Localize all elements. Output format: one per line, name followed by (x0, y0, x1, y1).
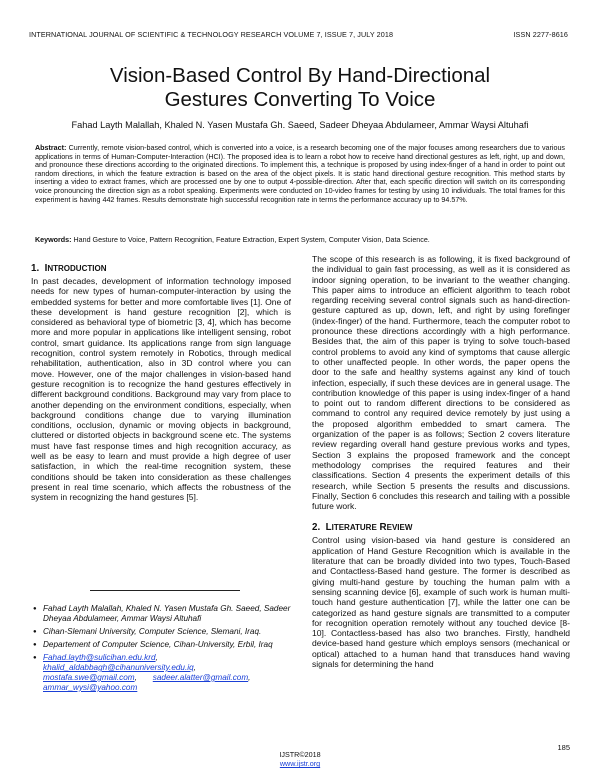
footnote-authors: ● Fahad Layth Malallah, Khaled N. Yasen Mustafa Gh. Saeed, Sadeer Dheyaa Abdulameer, Ammar Waysi Altuhafi (43, 604, 294, 624)
keywords (35, 236, 565, 245)
title-line-1: Vision-Based Control By Hand-Directional (109, 64, 491, 87)
email-link-3[interactable]: mostafa.swe@gmail.com (43, 673, 135, 682)
abstract (35, 144, 565, 204)
author-list: Fahad Layth Malallah, Khaled N. Yasen Mustafa Gh. Saeed, Sadeer Dheyaa Abdulameer, Ammar Waysi Altuhafi (71, 120, 529, 130)
email-link-4[interactable]: sadeer.alatter@gmail.com (152, 673, 249, 682)
right-column (312, 254, 570, 669)
running-header (29, 30, 568, 39)
section-heading-literature-review: 2. LITERATURE REVIEW (312, 522, 413, 534)
keywords-label: Keywords: (35, 236, 72, 244)
left-column (31, 263, 291, 503)
paper-title (0, 64, 600, 112)
email-link-2[interactable]: khalid_aldabbagh@cihanuniversity.edu.iq (43, 663, 194, 672)
abstract-label: Abstract: (35, 144, 67, 152)
email-link-5[interactable]: ammar_wysi@yahoo.com (43, 683, 138, 692)
author-footnotes (32, 604, 294, 696)
section-heading-introduction: 1. INTRODUCTION (31, 263, 107, 274)
footnote-affiliation-1: ● Cihan-Slemani University, Computer Science, Slemani, Iraq. (43, 627, 294, 637)
keywords-text: Hand Gesture to Voice, Pattern Recognition, Feature Extraction, Expert System, Computer Vision, Data Science. (71, 236, 430, 244)
scope-paragraph: The scope of this research is as following, it is fixed background of the individual to gain fast processing, as well as it is considered as indoor signing operation, to be invariant to the weather changing. This paper aims to introduce an efficient algorithm to teach robot regarding receiving several control signals such as hand-direction-gesture captured as up, down, left, and right by using forefinger (index-finger) of the hand. Furthermore, teach the computer robot to pronounce these directions accordingly with a high performance. Besides that, the aim of this paper is trying to solve touch-based control problems to avoid any kind of symptoms that cause allergic to other unaffected people. In other words, the paper opens the door to the safe and healthy systems against any kind of touch infection, especially, if such these devices are in general usage. The contribution knowledge of this paper is using index-finger of a hand to point out to random different directions to be considered as command to control any required device remotely by just using a the proposed algorithm embedded to smart camera. The organization of the paper is as follows; Section 2 covers literature review regarding overall hand gesture previous works and types, Section 3 explains the proposed framework and the concept methodology comprises the required features and their classifications. Section 4 presents the experiment details of this research, while Section 5 presents the results and discussions. Finally, Section 6 concludes this research and tailing with a possible future work. (312, 254, 570, 512)
literature-paragraph: Control using vision-based via hand gesture is considered an application of Hand Gesture Recognition which is available in the literature that can be broadly divided into two types, Touch-Based and Contactless-Based hand gesture. The former is described as giving multi-hand gesture by touching the human palm with a sensing scanning device [6], example of such work is human multi-touch hand gesture authentication [7], while the latter one can be categorized as hand gesture signals are transmitted to a computer for recognition operation remotely without any touched device [8-10]. Contactless-based has also two branches. Firstly, handheld device-based hand gesture which employs sensors (mechanical or optical) attached to a human hand that transduces hand waving signals for determining the hand (312, 535, 570, 669)
page-number: 185 (557, 743, 570, 752)
email-link-1[interactable]: Fahad.layth@sulicihan.edu.krd (43, 653, 156, 662)
footer-copyright: IJSTR©2018 (279, 750, 321, 759)
journal-name: INTERNATIONAL JOURNAL OF SCIENTIFIC & TECHNOLOGY RESEARCH VOLUME 7, ISSUE 7, JULY 2018 (29, 30, 394, 39)
intro-paragraph: In past decades, development of information technology imposed needs for new types of human-computer-interaction by using the embedded systems for better and more comfortable lives [1]. One of these development is hand gesture recognition [2], which is considered as behavioral type of biometric [3, 4], which has become more and more popular in applications like intelligent sensing, robot control, smart guidance. Its applications range from sign language recognition, control system remotely in Robotics, through medical rehabilitation, authentication, also in 3D control where you can move. However, one of the major challenges in vision-based hand gesture recognition is to recognize the hand gestures effectively in different background conditions. Background may vary from place to another depending on the environment conditions, especially, when background conditions change due to varying illumination conditions, occlusion, dynamic or moving objects in background, cluttered or distorted objects in background scene etc. The systems must have fast response times and high recognition accuracy, as well as be easy to learn and must provide a high degree of user satisfaction, in which the real-time recognition system, these conditions should be taken into consideration as these challenges present in real time scenario, which affects the robustness of the system in recognizing the hand gestures [5]. (31, 276, 291, 503)
footnote-divider (90, 590, 240, 591)
footer-website-link[interactable]: www.ijstr.org (279, 759, 321, 768)
issn: ISSN 2277-8616 (513, 30, 568, 39)
abstract-text: Currently, remote vision-based control, which is converted into a voice, is a research becoming one of the major focuses among researchers due to various applications in terms of Human-Computer-Interaction (HCI). The proposed idea is to learn a robot how to receive hand directional gestures as left, right, up and down, and pronounce these directions according to the originated directions. To implement this, a technique is proposed by using index-finger of a hand in order to point out random directions, in which the feature extraction is based on the area of the object pixels. It is static hand directional gesture recognition. This method starts by inserting a video to extract frames, which are processed one by one to output 4-possible-direction. After that, each specific direction will switch on its corresponding voice pronouncing the direction sign as a robot speaking. Experiments were conducted on 10-video frames for testing by using 10 individuals. The total frames for this experiment is having 442 frames. Results demonstrate high successful recognition rate in terms the performance accuracy up to 94.57%. (35, 144, 565, 204)
footnote-affiliation-2: ● Departement of Computer Science, Cihan-University, Erbil, Iraq (43, 640, 294, 650)
footnote-emails: ● Fahad.layth@sulicihan.edu.krd, khalid_aldabbagh@cihanuniversity.edu.iq, mostafa.swe@gmail.com, sadeer.alatter@gmail.com, ammar_wysi@yahoo.com (43, 653, 294, 693)
page-footer (0, 750, 600, 768)
title-line-2: Gestures Converting To Voice (164, 88, 436, 111)
